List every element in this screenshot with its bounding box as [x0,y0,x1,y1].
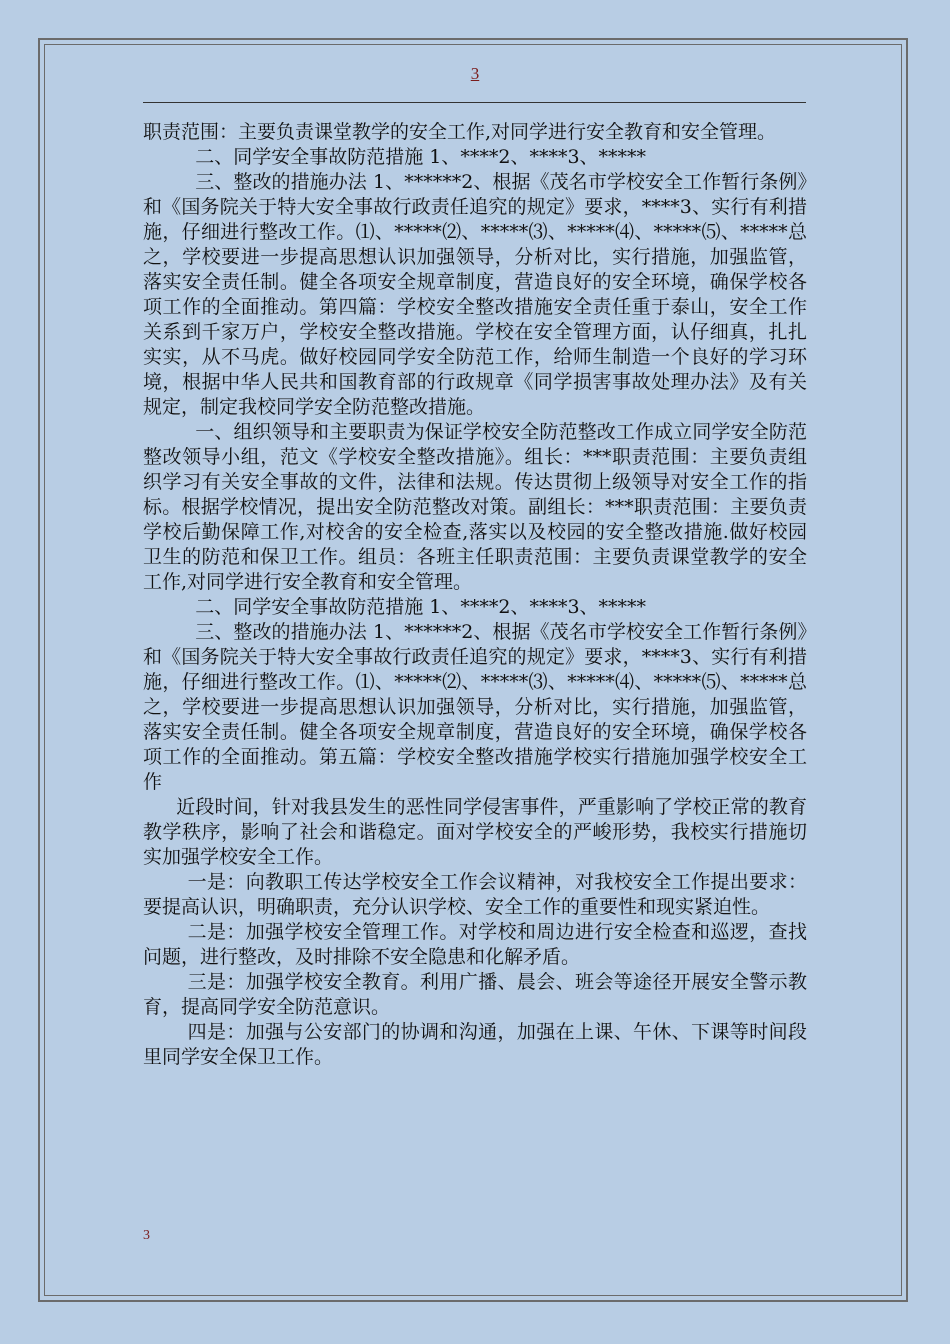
paragraph: 三、整改的措施办法 1、******2、根据《茂名市学校安全工作暂行条例》和《国务院关于特大安全事故行政责任追究的规定》要求，****3、实行有利措施，仔细进行整改工作。⑴、*****⑵、*****⑶、*****⑷、*****⑸、*****总之，学校要进一步提高思想认识加强领导，分析对比，实行措施，加强监管，落实安全责任制。健全各项安全规章制度，营造良好的安全环境，确保学校各项工作的全面推动。第五篇：学校安全整改措施学校实行措施加强学校安全工作 [143,621,807,793]
header-page-number: 3 [470,64,480,83]
paragraph: 职责范围：主要负责课堂教学的安全工作,对同学进行安全教育和安全管理。 [143,121,777,143]
footer-page-number: 3 [143,1228,150,1243]
paragraph: 二、同学安全事故防范措施 1、****2、****3、***** [195,146,647,168]
header-divider [143,102,806,103]
paragraph: 近段时间，针对我县发生的恶性同学侵害事件，严重影响了学校正常的教育教学秩序，影响了社会和谐稳定。面对学校安全的严峻形势，我校实行措施切实加强学校安全工作。 [143,796,807,868]
paragraph: 一是：向教职工传达学校安全工作会议精神，对我校安全工作提出要求：要提高认识，明确职责，充分认识学校、安全工作的重要性和现实紧迫性。 [143,871,807,918]
paragraph: 一、组织领导和主要职责为保证学校安全防范整改工作成立同学安全防范整改领导小组，范文《学校安全整改措施》。组长：***职责范围：主要负责组织学习有关安全事故的文件，法律和法规。传达贯彻上级领导对安全工作的指标。根据学校情况，提出安全防范整改对策。副组长：***职责范围：主要负责学校后勤保障工作,对校舍的安全检查,落实以及校园的安全整改措施.做好校园卫生的防范和保卫工作。组员：各班主任职责范围：主要负责课堂教学的安全工作,对同学进行安全教育和安全管理。 [143,421,807,593]
paragraph: 二、同学安全事故防范措施 1、****2、****3、***** [195,596,647,618]
paragraph: 三是：加强学校安全教育。利用广播、晨会、班会等途径开展安全警示教育，提高同学安全防范意识。 [143,971,807,1018]
document-body [143,120,807,1070]
paragraph: 四是：加强与公安部门的协调和沟通，加强在上课、午休、下课等时间段里同学安全保卫工作。 [143,1021,807,1068]
paragraph: 二是：加强学校安全管理工作。对学校和周边进行安全检查和巡逻，查找问题，进行整改，及时排除不安全隐患和化解矛盾。 [143,921,807,968]
paragraph: 三、整改的措施办法 1、******2、根据《茂名市学校安全工作暂行条例》和《国务院关于特大安全事故行政责任追究的规定》要求，****3、实行有利措施，仔细进行整改工作。⑴、*****⑵、*****⑶、*****⑷、*****⑸、*****总之，学校要进一步提高思想认识加强领导，分析对比，实行措施，加强监管，落实安全责任制。健全各项安全规章制度，营造良好的安全环境，确保学校各项工作的全面推动。第四篇：学校安全整改措施安全责任重于泰山，安全工作关系到千家万户，学校安全整改措施。学校在安全管理方面，认仔细真，扎扎实实，从不马虎。做好校园同学安全防范工作，给师生制造一个良好的学习环境，根据中华人民共和国教育部的行政规章《同学损害事故处理办法》及有关规定，制定我校同学安全防范整改措施。 [143,171,807,418]
